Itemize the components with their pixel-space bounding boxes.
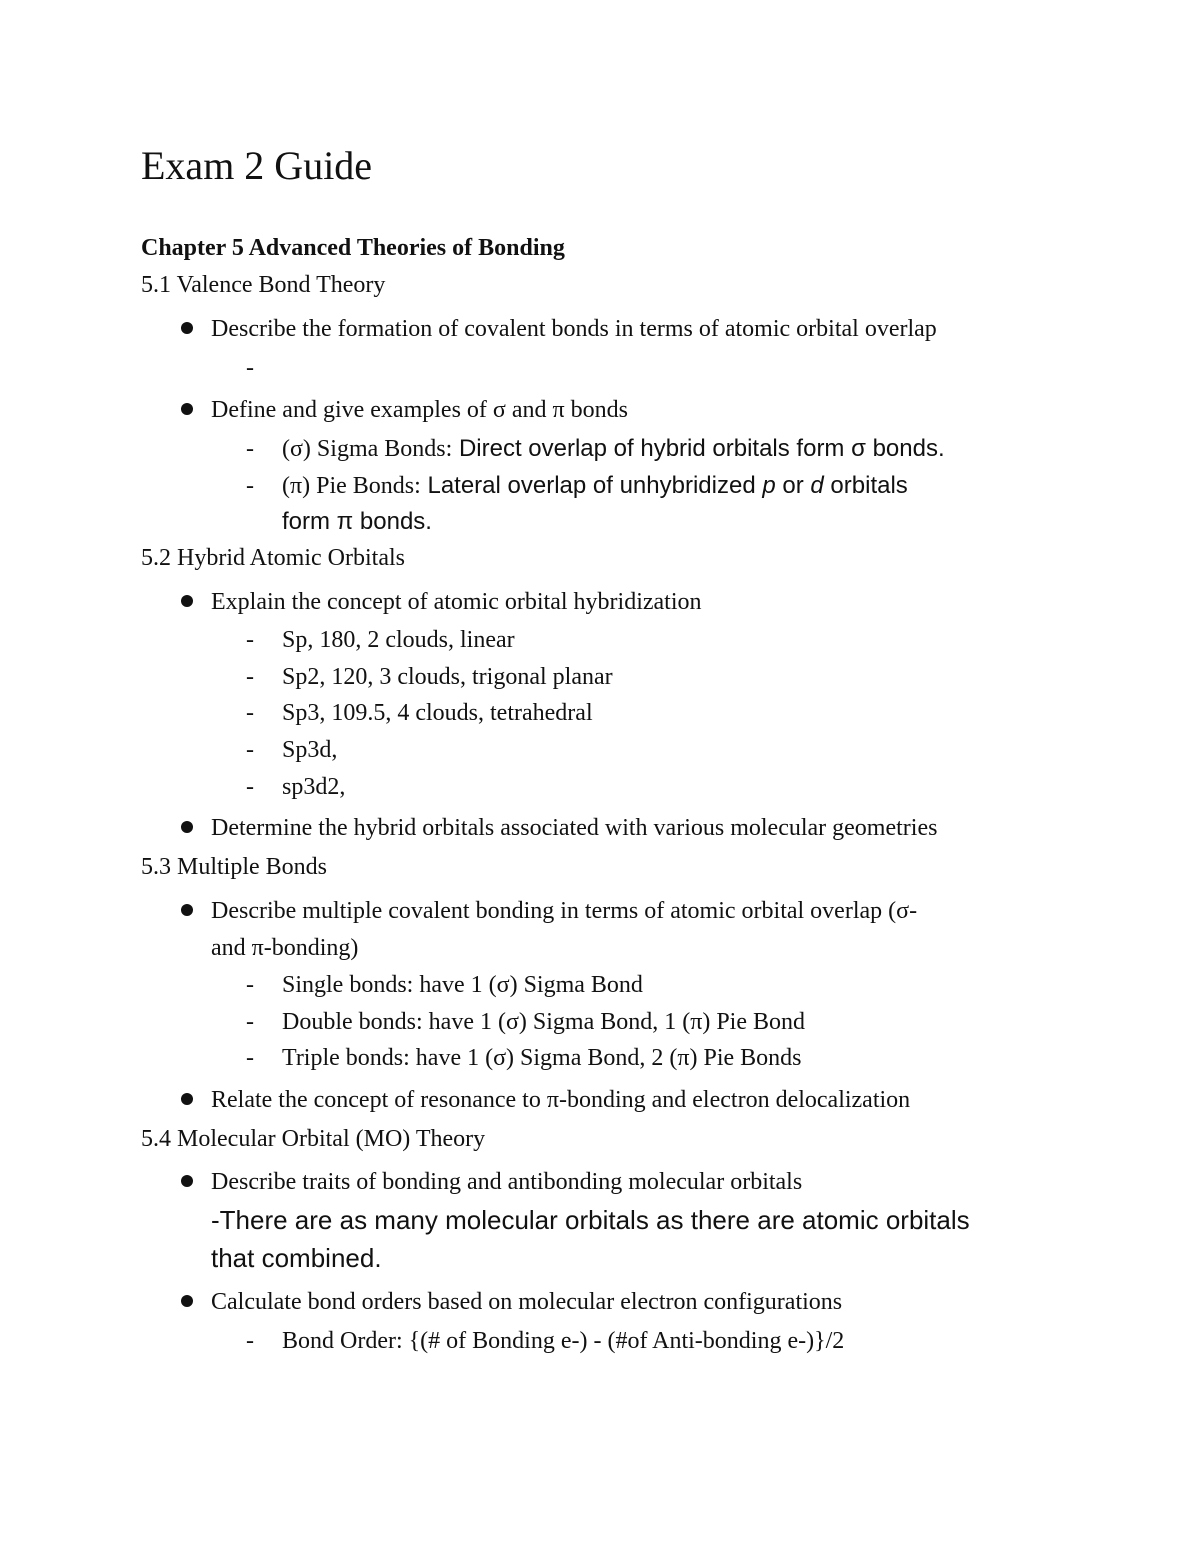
- list-item: Describe multiple covalent bonding in terms of atomic orbital overlap (σ-: [211, 898, 918, 924]
- list-item: Define and give examples of σ and π bonds: [211, 397, 628, 423]
- bullet-icon: [181, 1295, 193, 1307]
- dash-marker: -: [246, 664, 254, 690]
- list-subitem: Triple bonds: have 1 (σ) Sigma Bond, 2 (π) Pie Bonds: [282, 1045, 802, 1071]
- dash-marker: -: [246, 700, 254, 726]
- pi-bond-definition: Lateral overlap of unhybridized: [420, 472, 763, 499]
- list-subitem: Double bonds: have 1 (σ) Sigma Bond, 1 (π) Pie Bond: [282, 1009, 806, 1035]
- list-item: Relate the concept of resonance to π-bonding and electron delocalization: [211, 1087, 911, 1113]
- dash-marker: -: [246, 774, 254, 800]
- sigma-bond-definition: Direct overlap of hybrid orbitals form σ bonds.: [452, 435, 945, 462]
- list-subitem: Sp3, 109.5, 4 clouds, tetrahedral: [282, 700, 593, 726]
- dash-marker: -: [246, 436, 254, 462]
- bullet-icon: [181, 1175, 193, 1187]
- section-heading-5-4: 5.4 Molecular Orbital (MO) Theory: [141, 1126, 486, 1152]
- list-subitem: [282, 471, 908, 501]
- list-subitem: Single bonds: have 1 (σ) Sigma Bond: [282, 972, 643, 998]
- bullet-icon: [181, 595, 193, 607]
- bullet-icon: [181, 1093, 193, 1105]
- pi-bond-label: (π) Pie Bonds:: [282, 473, 421, 499]
- dash-marker: -: [246, 1328, 254, 1354]
- list-subitem: Sp3d,: [282, 737, 338, 763]
- note-text: -There are as many molecular orbitals as there are atomic orbitals: [211, 1205, 970, 1235]
- dash-marker: -: [246, 355, 254, 381]
- list-item: Explain the concept of atomic orbital hybridization: [211, 589, 702, 615]
- dash-marker: -: [246, 627, 254, 653]
- sigma-bond-label: (σ) Sigma Bonds:: [282, 436, 453, 462]
- section-heading-5-2: 5.2 Hybrid Atomic Orbitals: [141, 545, 405, 571]
- list-subitem: Sp, 180, 2 clouds, linear: [282, 627, 515, 653]
- list-subitem: Sp2, 120, 3 clouds, trigonal planar: [282, 664, 613, 690]
- page-title: Exam 2 Guide: [141, 143, 373, 188]
- bullet-icon: [181, 821, 193, 833]
- bullet-icon: [181, 904, 193, 916]
- list-item-continuation: and π-bonding): [211, 935, 359, 961]
- chapter-heading: Chapter 5 Advanced Theories of Bonding: [141, 235, 565, 261]
- pi-bond-definition-mid: or: [775, 472, 811, 499]
- dash-marker: -: [246, 972, 254, 998]
- d-orbital-symbol: d: [810, 472, 824, 499]
- dash-marker: -: [246, 737, 254, 763]
- bullet-icon: [181, 403, 193, 415]
- list-subitem: sp3d2,: [282, 774, 346, 800]
- bullet-icon: [181, 322, 193, 334]
- list-item: Determine the hybrid orbitals associated with various molecular geometries: [211, 815, 938, 841]
- list-subitem: [282, 434, 945, 464]
- list-item: Describe the formation of covalent bonds in terms of atomic orbital overlap: [211, 316, 937, 342]
- note-text-continuation: that combined.: [211, 1243, 382, 1273]
- dash-marker: -: [246, 1045, 254, 1071]
- pi-bond-definition-end: orbitals: [823, 472, 908, 499]
- list-item: Calculate bond orders based on molecular electron configurations: [211, 1289, 843, 1315]
- list-subitem: Bond Order: {(# of Bonding e-) - (#of Anti-bonding e-)}/2: [282, 1328, 845, 1354]
- section-heading-5-3: 5.3 Multiple Bonds: [141, 854, 328, 880]
- list-item: Describe traits of bonding and antibonding molecular orbitals: [211, 1169, 803, 1195]
- list-subitem-continuation: form π bonds.: [282, 508, 432, 535]
- dash-marker: -: [246, 473, 254, 499]
- section-heading-5-1: 5.1 Valence Bond Theory: [141, 272, 386, 298]
- p-orbital-symbol: p: [762, 472, 776, 499]
- dash-marker: -: [246, 1009, 254, 1035]
